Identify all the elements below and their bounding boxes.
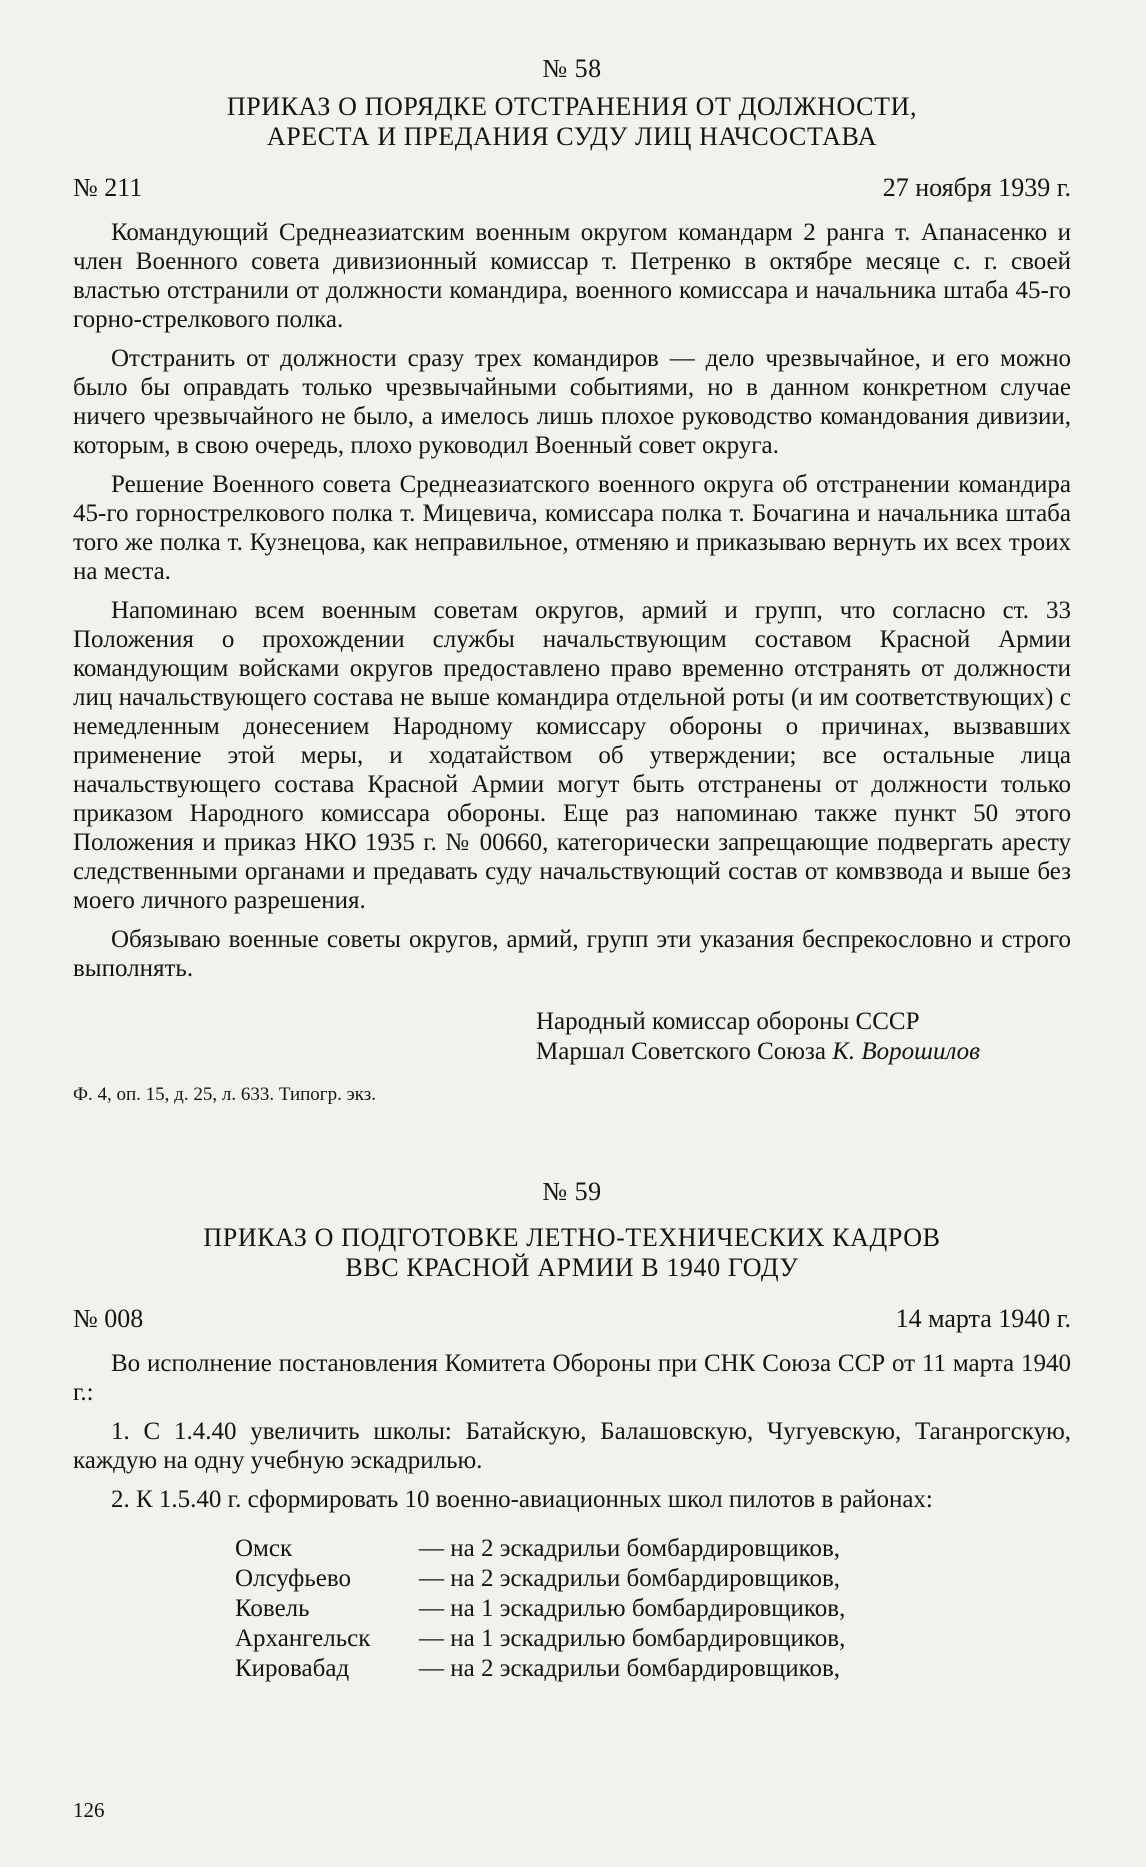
page-content <box>73 52 1071 1684</box>
paragraph: Обязываю военные советы округов, армий, групп эти указания беспрекословно и строго выполнять. <box>73 926 1071 982</box>
title-line: АРЕСТА И ПРЕДАНИЯ СУДУ ЛИЦ НАЧСОСТАВА <box>266 122 878 151</box>
signature-block <box>536 1007 1071 1067</box>
order-date: 27 ноября 1939 г. <box>882 173 1071 202</box>
paragraph: Во исполнение постановления Комитета Обороны при СНК Союза ССР от 11 марта 1940 г.: <box>73 1350 1071 1406</box>
signature-rank-text: Маршал Советского Союза <box>536 1038 833 1065</box>
title-line: ПРИКАЗ О ПОДГОТОВКЕ ЛЕТНО-ТЕХНИЧЕСКИХ КАДРОВ <box>203 1223 941 1252</box>
school-city: Олсуфьево <box>235 1565 352 1592</box>
school-city: Ковель <box>235 1595 310 1622</box>
paragraph: Решение Военного совета Среднеазиатского военного округа об отстранении командира 45-го горнострелкового полка т. Мицевича, комиссара полка т. Бочагина и начальника штаба того же полка т. Кузнецова, как неправильное, отменяю и приказываю вернуть их всех троих на места. <box>73 471 1071 585</box>
list-item <box>235 1534 1071 1564</box>
title-line: ПРИКАЗ О ПОРЯДКЕ ОТСТРАНЕНИЯ ОТ ДОЛЖНОСТИ, <box>226 92 918 121</box>
title-line: ВВС КРАСНОЙ АРМИИ В 1940 ГОДУ <box>345 1253 799 1282</box>
order-59 <box>73 1175 1071 1684</box>
page-number: 126 <box>73 1798 105 1822</box>
order-number: № 211 <box>73 173 143 202</box>
list-item <box>235 1624 1071 1654</box>
school-detail: — на 1 эскадрилью бомбардировщиков, <box>419 1595 846 1622</box>
order-date: 14 марта 1940 г. <box>895 1304 1071 1333</box>
order-58 <box>73 52 1071 1107</box>
list-item <box>235 1564 1071 1594</box>
document-number: № 58 <box>542 54 602 83</box>
school-city: Архангельск <box>235 1625 371 1652</box>
signature-rank <box>536 1037 1071 1067</box>
order-meta <box>73 1303 1071 1335</box>
list-item <box>235 1594 1071 1624</box>
school-detail: — на 2 эскадрильи бомбардировщиков, <box>419 1565 841 1592</box>
school-detail: — на 2 эскадрильи бомбардировщиков, <box>419 1655 841 1682</box>
school-city: Омск <box>235 1535 293 1562</box>
school-detail: — на 1 эскадрилью бомбардировщиков, <box>419 1625 846 1652</box>
archive-source: Ф. 4, оп. 15, д. 25, л. 633. Типогр. экз. <box>73 1084 376 1105</box>
school-city: Кировабад <box>235 1655 350 1682</box>
school-list <box>235 1534 1071 1684</box>
list-item <box>235 1654 1071 1684</box>
signature-name: К. Ворошилов <box>832 1038 981 1065</box>
document-number: № 59 <box>542 1177 602 1206</box>
signature-title: Народный комиссар обороны СССР <box>536 1008 920 1035</box>
document-title <box>73 92 1071 152</box>
order-meta <box>73 172 1071 204</box>
paragraph: Отстранить от должности сразу трех командиров — дело чрезвычайное, и его можно было бы оправдать только чрезвычайными событиями, но в данном конкретном случае ничего чрезвычайного не было, а имелось лишь плохое руководство командования дивизии, которым, в свою очередь, плохо руководил Военный совет округа. <box>73 345 1071 459</box>
paragraph: 1. С 1.4.40 увеличить школы: Батайскую, Балашовскую, Чугуевскую, Таганрогскую, каждую на одну учебную эскадрилью. <box>73 1418 1071 1474</box>
paragraph: 2. К 1.5.40 г. сформировать 10 военно-авиационных школ пилотов в районах: <box>111 1486 933 1513</box>
order-number: № 008 <box>73 1304 144 1333</box>
paragraph: Напоминаю всем военным советам округов, армий и групп, что согласно ст. 33 Положения о прохождении службы начальствующим составом Красной Армии командующим войсками округов предоставлено право временно отстранять от должности лиц начальствующего состава не выше командира отдельной роты (и им соответствующих) с немедленным донесением Народному комиссару обороны о причинах, вызвавших применение этой меры, и ходатайством об утверждении; все остальные лица начальствующего состава Красной Армии могут быть отстранены от должности только приказом Народного комиссара обороны. Еще раз напоминаю также пункт 50 этого Положения и приказ НКО 1935 г. № 00660, категорически запрещающие подвергать аресту следственными органами и предавать суду начальствующий состав от комвзвода и выше без моего личного разрешения. <box>73 597 1071 914</box>
document-title <box>73 1223 1071 1283</box>
school-detail: — на 2 эскадрильи бомбардировщиков, <box>419 1535 841 1562</box>
paragraph: Командующий Среднеазиатским военным округом командарм 2 ранга т. Апанасенко и член Военного совета дивизионный комиссар т. Петренко в октябре месяце с. г. своей властью отстранили от должности командира, военного комиссара и начальника штаба 45-го горно-стрелкового полка. <box>73 219 1071 333</box>
